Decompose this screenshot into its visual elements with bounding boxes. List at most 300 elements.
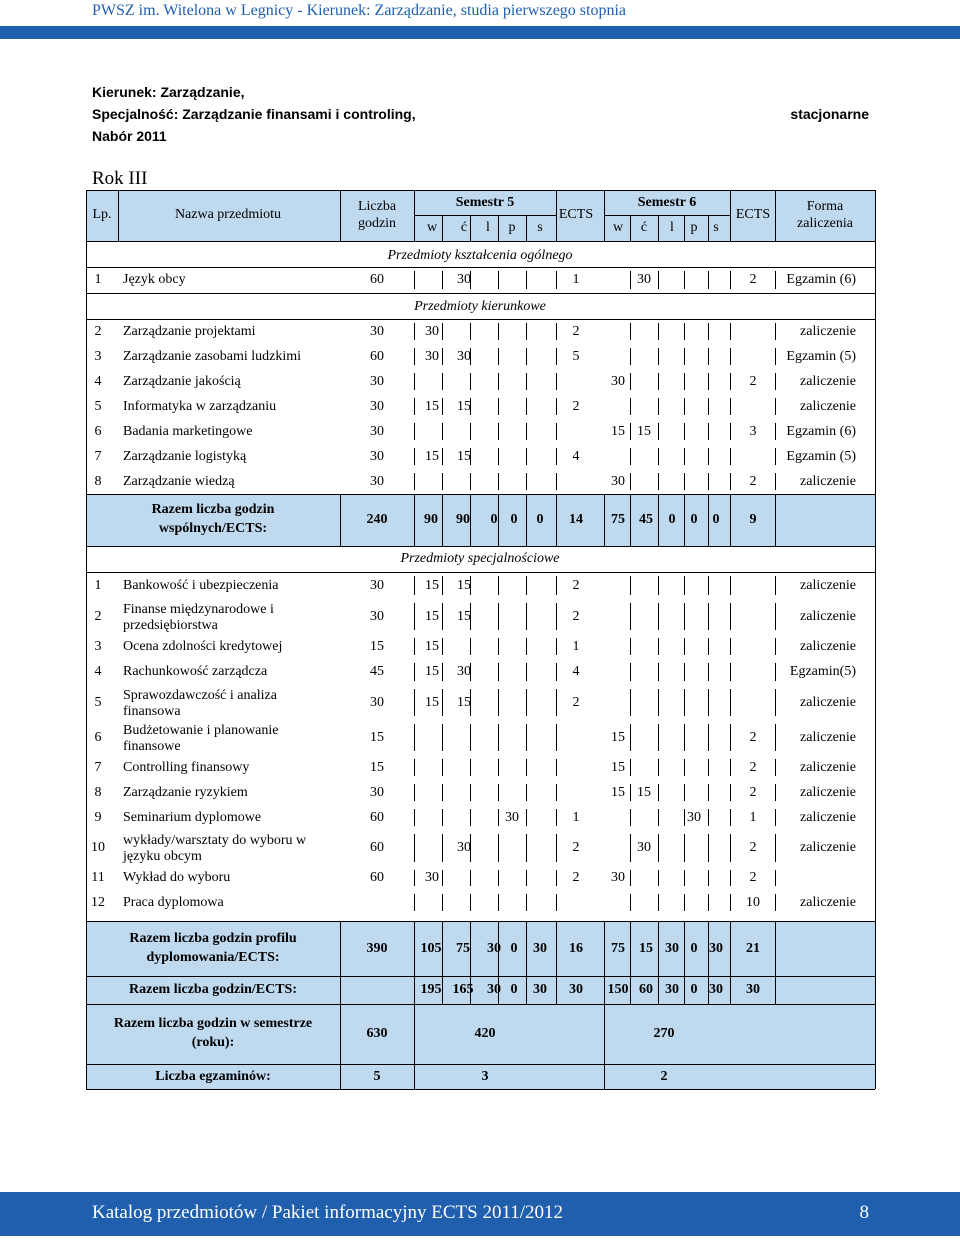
grid-line <box>498 323 499 340</box>
grid-line <box>775 348 776 365</box>
grid-line <box>684 373 685 390</box>
total-value: 30 <box>709 982 723 997</box>
column-header-lp: Lp. <box>92 207 112 222</box>
grid-line <box>708 398 709 415</box>
grid-line <box>340 1004 341 1064</box>
grid-line <box>775 870 776 886</box>
grid-line <box>470 894 471 911</box>
total-value: 0 <box>490 512 498 527</box>
grid-line <box>442 894 443 911</box>
hours-value: 30 <box>370 608 384 624</box>
assessment-form: zaliczenie <box>800 398 856 414</box>
course-name: Wykład do wyboru <box>123 870 231 885</box>
page-number: 8 <box>859 1202 869 1223</box>
hours-value: 30 <box>370 694 384 710</box>
assessment-form: zaliczenie <box>800 608 856 624</box>
total-value: 0 <box>690 512 698 527</box>
row-number: 4 <box>94 664 102 679</box>
grid-line <box>708 638 709 655</box>
total-value: 30 <box>569 982 583 997</box>
grid-line <box>556 271 557 289</box>
semester-5-hours: 30 <box>425 323 439 339</box>
semester-6-hours: 15 <box>637 423 651 439</box>
grid-line <box>556 398 557 415</box>
ects-value: 2 <box>572 870 580 885</box>
grid-line <box>775 759 776 776</box>
grid-line <box>775 921 776 976</box>
grid-line <box>775 373 776 390</box>
grid-line <box>340 190 341 241</box>
total-value: 150 <box>607 982 629 997</box>
grid-line <box>442 759 443 776</box>
grid-line <box>470 473 471 490</box>
grid-line <box>875 976 876 1004</box>
grid-line <box>708 759 709 776</box>
ects-value: 2 <box>749 272 757 287</box>
grid-line <box>658 638 659 655</box>
grid-line <box>526 603 527 630</box>
course-name: Zarządzanie wiedzą <box>123 473 235 489</box>
row-number: 10 <box>91 840 105 855</box>
header-bar <box>0 26 960 39</box>
total-value: 16 <box>569 940 583 956</box>
total-value: 30 <box>487 982 501 997</box>
grid-line <box>708 448 709 465</box>
ects-value: 2 <box>572 323 580 339</box>
grid-line <box>708 215 709 241</box>
grid-line <box>498 448 499 465</box>
column-header-w: w <box>612 220 624 235</box>
semester-6-hours: 15 <box>611 423 625 439</box>
page-header-title: PWSZ im. Witelona w Legnicy - Kierunek: Zarządzanie, studia pierwszego stopnia <box>92 2 627 19</box>
grid-line <box>556 759 557 776</box>
grid-line <box>684 323 685 340</box>
grid-line <box>708 894 709 911</box>
row-number: 6 <box>94 423 102 439</box>
total-label: (roku): <box>191 1035 235 1050</box>
total-value: 75 <box>611 940 625 956</box>
grid-line <box>414 976 415 1004</box>
grid-line <box>658 921 659 976</box>
semester-6-hours: 30 <box>611 373 625 389</box>
ects-value: 2 <box>572 398 580 414</box>
row-number: 1 <box>94 272 102 287</box>
grid-line <box>875 1004 876 1064</box>
course-name: Finanse międzynarodowe i przedsiębiorstwa <box>123 602 274 633</box>
grid-line <box>630 784 631 801</box>
row-number: 7 <box>94 448 102 464</box>
grid-line <box>684 638 685 655</box>
grid-line <box>414 323 415 340</box>
column-header-ects: ECTS <box>735 207 771 222</box>
grid-line <box>684 448 685 465</box>
column-header-l: l <box>486 220 490 235</box>
column-header-ects: ECTS <box>558 207 594 222</box>
ects-value: 4 <box>572 448 580 464</box>
grid-line <box>340 1064 341 1089</box>
grid-line <box>630 271 631 289</box>
semester-5-hours: 15 <box>425 608 439 624</box>
grid-line <box>630 423 631 440</box>
grid-line <box>498 603 499 630</box>
grid-line <box>658 663 659 681</box>
semester-5-hours: 15 <box>457 608 471 624</box>
total-value: 30 <box>709 940 723 956</box>
total-value: 0 <box>690 940 698 956</box>
grid-line <box>340 976 341 1004</box>
grid-line <box>684 834 685 862</box>
hours-value: 30 <box>370 373 384 389</box>
semester-5-hours: 15 <box>457 448 471 464</box>
grid-line <box>708 423 709 440</box>
grid-line <box>775 689 776 716</box>
ects-value: 3 <box>749 423 757 439</box>
grid-line <box>658 834 659 862</box>
grid-line <box>442 809 443 826</box>
ects-value: 2 <box>572 577 580 593</box>
grid-line <box>556 663 557 681</box>
total-value: 240 <box>366 512 388 527</box>
grid-line <box>604 921 605 976</box>
column-header-hours: Liczba <box>357 199 397 214</box>
grid-line <box>730 398 731 415</box>
grid-line <box>340 494 341 546</box>
grid-line <box>498 576 499 595</box>
grid-line <box>498 834 499 862</box>
grid-line <box>775 576 776 595</box>
assessment-form: zaliczenie <box>800 784 856 800</box>
grid-line <box>684 809 685 826</box>
semester-6-hours: 15 <box>611 784 625 800</box>
hours-value: 15 <box>370 759 384 775</box>
grid-line <box>708 323 709 340</box>
grid-line <box>442 689 443 716</box>
grid-line <box>730 271 731 289</box>
assessment-form: zaliczenie <box>800 729 856 745</box>
section-label: Przedmioty kierunkowe <box>414 299 546 314</box>
hours-value: 45 <box>370 664 384 679</box>
grid-line <box>658 215 659 241</box>
grid-line <box>442 448 443 465</box>
grid-line <box>498 759 499 776</box>
row-number: 4 <box>94 373 102 389</box>
semester-5-total: 420 <box>474 1026 496 1041</box>
grid-line <box>658 576 659 595</box>
grid-line <box>498 398 499 415</box>
assessment-form: zaliczenie <box>800 473 856 489</box>
semester-6-hours: 15 <box>637 784 651 800</box>
grid-line <box>730 473 731 490</box>
row-number: 9 <box>94 809 102 825</box>
grid-line <box>775 398 776 415</box>
total-value: 0 <box>510 940 518 956</box>
grid-line <box>730 576 731 595</box>
total-value: 0 <box>510 512 518 527</box>
grid-line <box>556 494 557 546</box>
course-name: Sprawozdawczość i analiza finansowa <box>123 688 277 719</box>
assessment-form: zaliczenie <box>800 373 856 389</box>
grid-line <box>414 271 415 289</box>
grid-line <box>658 373 659 390</box>
grid-line <box>684 348 685 365</box>
grid-line <box>604 1004 605 1064</box>
grid-line <box>86 190 87 921</box>
assessment-form: Egzamin(5) <box>789 664 856 679</box>
course-name: Zarządzanie logistyką <box>123 448 247 464</box>
grid-line <box>442 473 443 490</box>
grid-line <box>730 724 731 751</box>
grid-line <box>86 1064 875 1065</box>
hours-value: 30 <box>370 473 384 489</box>
grid-line <box>414 494 415 546</box>
row-number: 2 <box>94 323 102 339</box>
grid-line <box>414 689 415 716</box>
grid-line <box>630 689 631 716</box>
grid-line <box>556 784 557 801</box>
grid-line <box>775 976 776 1004</box>
grid-line <box>414 348 415 365</box>
grid-line <box>526 976 527 1004</box>
total-value: 30 <box>665 940 679 956</box>
grid-line <box>556 834 557 862</box>
grid-line <box>630 976 631 1004</box>
hours-value: 60 <box>370 840 384 855</box>
grid-line <box>556 576 557 595</box>
column-header-w: w <box>426 220 438 235</box>
grid-line <box>730 603 731 630</box>
grid-line <box>658 870 659 886</box>
grid-line <box>414 809 415 826</box>
semester-5-hours: 30 <box>425 870 439 885</box>
semester-6-hours: 30 <box>637 272 651 287</box>
grid-line <box>630 494 631 546</box>
grid-line <box>442 834 443 862</box>
semester-5-hours: 30 <box>505 809 519 825</box>
grid-line <box>470 215 471 241</box>
grid-line <box>442 976 443 1004</box>
ects-value: 1 <box>572 809 580 825</box>
grid-line <box>875 190 876 921</box>
grid-line <box>556 870 557 886</box>
grid-line <box>775 448 776 465</box>
grid-line <box>775 473 776 490</box>
column-header-form: zaliczenia <box>797 216 853 231</box>
total-label: wspólnych/ECTS: <box>158 521 268 536</box>
grid-line <box>86 190 875 191</box>
ects-value: 2 <box>749 729 757 745</box>
grid-line <box>875 1064 876 1089</box>
grid-line <box>556 603 557 630</box>
row-number: 12 <box>91 894 105 910</box>
total-value: 90 <box>424 512 438 527</box>
total-value: 0 <box>536 512 544 527</box>
grid-line <box>442 398 443 415</box>
grid-line <box>414 759 415 776</box>
grid-line <box>526 448 527 465</box>
assessment-form: zaliczenie <box>800 809 856 825</box>
total-label: Razem liczba godzin/ECTS: <box>129 982 297 997</box>
grid-line <box>526 689 527 716</box>
grid-line <box>498 724 499 751</box>
semester-5-hours: 15 <box>425 694 439 710</box>
grid-line <box>630 834 631 862</box>
semester-6-hours: 15 <box>611 759 625 775</box>
row-number: 6 <box>94 729 102 745</box>
total-value: 0 <box>668 512 676 527</box>
grid-line <box>775 724 776 751</box>
grid-line <box>604 976 605 1004</box>
semester-5-hours: 15 <box>425 664 439 679</box>
grid-line <box>775 323 776 340</box>
grid-line <box>340 921 341 976</box>
grid-line <box>556 323 557 340</box>
grid-line <box>470 638 471 655</box>
grid-line <box>498 373 499 390</box>
semester-5-hours: 15 <box>425 448 439 464</box>
grid-line <box>556 190 557 241</box>
grid-line <box>730 448 731 465</box>
grid-line <box>775 494 776 546</box>
semester-5-hours: 15 <box>457 577 471 593</box>
grid-line <box>86 494 875 495</box>
column-header-c: ć <box>460 220 468 235</box>
semester-5-hours: 30 <box>457 272 471 287</box>
grid-line <box>658 976 659 1004</box>
grid-line <box>414 473 415 490</box>
grid-line <box>684 603 685 630</box>
grid-line <box>730 323 731 340</box>
grid-line <box>556 473 557 490</box>
course-name: Seminarium dyplomowe <box>123 809 262 825</box>
grid-line <box>414 190 415 241</box>
grid-line <box>442 921 443 976</box>
course-name: Zarządzanie projektami <box>123 323 256 339</box>
grid-line <box>414 1064 415 1089</box>
grid-line <box>526 894 527 911</box>
total-value: 15 <box>639 940 653 956</box>
course-name: Controlling finansowy <box>123 759 250 775</box>
grid-line <box>708 663 709 681</box>
ects-value: 2 <box>572 840 580 855</box>
ects-value: 1 <box>749 809 757 825</box>
grid-line <box>604 190 605 241</box>
grid-line <box>86 319 875 320</box>
grid-line <box>86 572 875 573</box>
grid-line <box>414 921 415 976</box>
hours-value: 60 <box>370 870 384 885</box>
grid-line <box>442 271 443 289</box>
grid-line <box>414 724 415 751</box>
grid-line <box>775 638 776 655</box>
grid-line <box>684 215 685 241</box>
grid-line <box>526 473 527 490</box>
course-name: Praca dyplomowa <box>123 894 224 910</box>
grid-line <box>684 976 685 1004</box>
hours-value: 30 <box>370 448 384 464</box>
course-name: Zarządzanie ryzykiem <box>123 784 248 800</box>
grid-line <box>730 663 731 681</box>
semester-5-total: 3 <box>481 1068 489 1084</box>
grid-line <box>730 494 731 546</box>
ects-value: 1 <box>572 272 580 287</box>
grid-line <box>658 689 659 716</box>
grid-line <box>86 241 875 242</box>
ects-value: 4 <box>572 664 580 679</box>
grid-line <box>442 638 443 655</box>
grid-line <box>658 448 659 465</box>
assessment-form: Egzamin (5) <box>786 448 856 464</box>
grid-line <box>470 494 471 546</box>
grid-line <box>630 398 631 415</box>
grid-line <box>730 638 731 655</box>
grid-line <box>556 809 557 826</box>
column-header-name: Nazwa przedmiotu <box>174 207 282 222</box>
grid-line <box>658 323 659 340</box>
grid-line <box>684 398 685 415</box>
grid-line <box>775 809 776 826</box>
grid-line <box>414 784 415 801</box>
grid-line <box>630 663 631 681</box>
semester-5-hours: 15 <box>425 398 439 414</box>
column-header-form: Forma <box>806 199 844 214</box>
grid-line <box>730 976 731 1004</box>
grid-line <box>442 348 443 365</box>
grid-line <box>556 448 557 465</box>
hours-value: 60 <box>370 348 384 364</box>
column-header-l: l <box>670 220 674 235</box>
hours-value: 30 <box>370 323 384 339</box>
grid-line <box>470 323 471 340</box>
grid-line <box>526 784 527 801</box>
grid-line <box>630 448 631 465</box>
ects-value: 2 <box>749 473 757 489</box>
grid-line <box>470 921 471 976</box>
grid-line <box>684 689 685 716</box>
footer-text: Katalog przedmiotów / Pakiet informacyjny ECTS 2011/2012 <box>92 1202 564 1223</box>
grid-line <box>604 1064 605 1089</box>
total-value: 0 <box>510 982 518 997</box>
grid-line <box>526 215 527 241</box>
grid-line <box>556 638 557 655</box>
grid-line <box>556 423 557 440</box>
grid-line <box>630 348 631 365</box>
semester-5-hours: 15 <box>457 398 471 414</box>
ects-value: 2 <box>749 373 757 389</box>
grid-line <box>526 576 527 595</box>
grid-line <box>414 576 415 595</box>
grid-line <box>526 348 527 365</box>
grid-line <box>86 976 875 977</box>
column-header-s: s <box>537 220 543 235</box>
ects-value: 2 <box>749 759 757 775</box>
grid-line <box>630 894 631 911</box>
grid-line <box>630 638 631 655</box>
column-header-p: p <box>508 220 516 235</box>
row-number: 8 <box>94 784 102 800</box>
section-label: Przedmioty kształcenia ogólnego <box>387 248 573 263</box>
ects-value: 2 <box>749 840 757 855</box>
grid-line <box>630 921 631 976</box>
grid-line <box>414 638 415 655</box>
hours-value: 30 <box>370 784 384 800</box>
total-value: 45 <box>639 512 653 527</box>
row-number: 7 <box>94 759 102 775</box>
grid-line <box>708 603 709 630</box>
grid-line <box>658 809 659 826</box>
grid-line <box>708 271 709 289</box>
total-label: dyplomowania/ECTS: <box>146 949 280 965</box>
grid-line <box>498 215 499 241</box>
